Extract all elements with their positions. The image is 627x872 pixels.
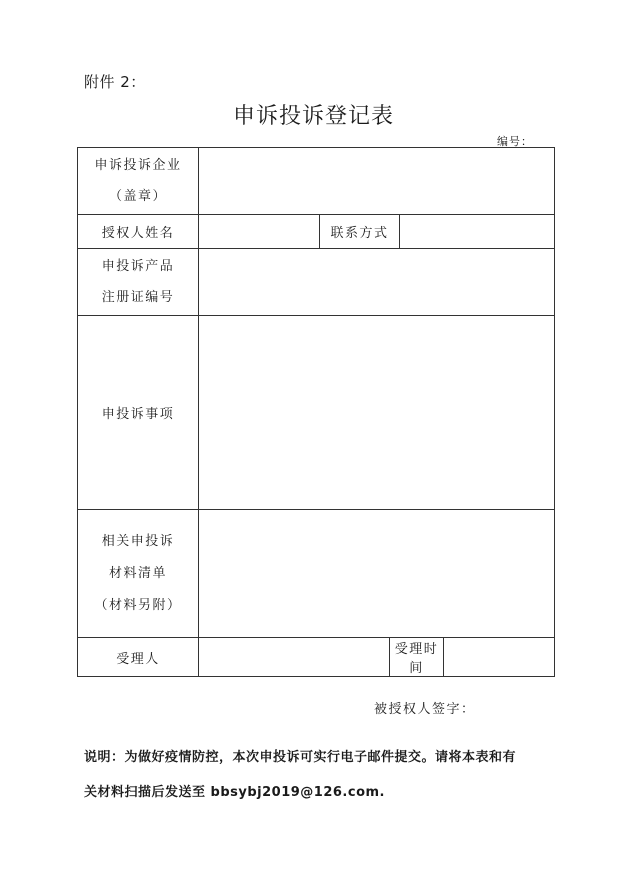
table-row-company <box>78 148 555 215</box>
authorized-name-field[interactable] <box>199 215 320 249</box>
receive-time-field[interactable] <box>444 638 555 677</box>
table-row-authorized <box>78 215 555 249</box>
signature-label: 被授权人签字： <box>374 702 476 717</box>
table-row-receipt <box>78 638 555 677</box>
company-label: 申诉投诉企业 <box>94 158 182 173</box>
matters-label: 申投诉事项 <box>78 316 199 510</box>
company-label-cell <box>78 148 199 215</box>
matters-field[interactable] <box>199 316 555 510</box>
receiver-label: 受理人 <box>78 638 199 677</box>
materials-field[interactable] <box>199 510 555 638</box>
note-line-2: 关材料扫描后发送至 bbsybj2019@126.com. <box>84 785 385 800</box>
form-title: 申诉投诉登记表 <box>232 104 394 129</box>
table-row-product <box>78 249 555 316</box>
contact-label: 联系方式 <box>320 215 400 249</box>
receiver-field[interactable] <box>199 638 390 677</box>
product-registration-field[interactable] <box>199 249 555 316</box>
table-row-matters <box>78 316 555 510</box>
product-label-cell <box>78 249 199 316</box>
table-row-materials <box>78 510 555 638</box>
materials-list-label: 材料清单 <box>108 565 167 581</box>
attachment-label: 附件 2： <box>84 73 146 91</box>
receive-time-label: 受理时间 <box>390 638 444 677</box>
complaint-registration-table <box>77 147 555 677</box>
serial-number-label: 编号： <box>497 135 533 148</box>
product-label: 申投诉产品 <box>101 259 175 274</box>
materials-label-cell <box>78 510 199 638</box>
company-field[interactable] <box>199 148 555 215</box>
company-seal-label: （盖章） <box>108 189 167 204</box>
materials-label: 相关申投诉 <box>101 533 175 549</box>
materials-attached-label: （材料另附） <box>94 597 182 613</box>
note-line-1: 说明：为做好疫情防控，本次申投诉可实行电子邮件提交。请将本表和有 <box>84 750 517 765</box>
contact-field[interactable] <box>400 215 555 249</box>
registration-number-label: 注册证编号 <box>101 290 175 305</box>
authorized-name-label: 授权人姓名 <box>78 215 199 249</box>
